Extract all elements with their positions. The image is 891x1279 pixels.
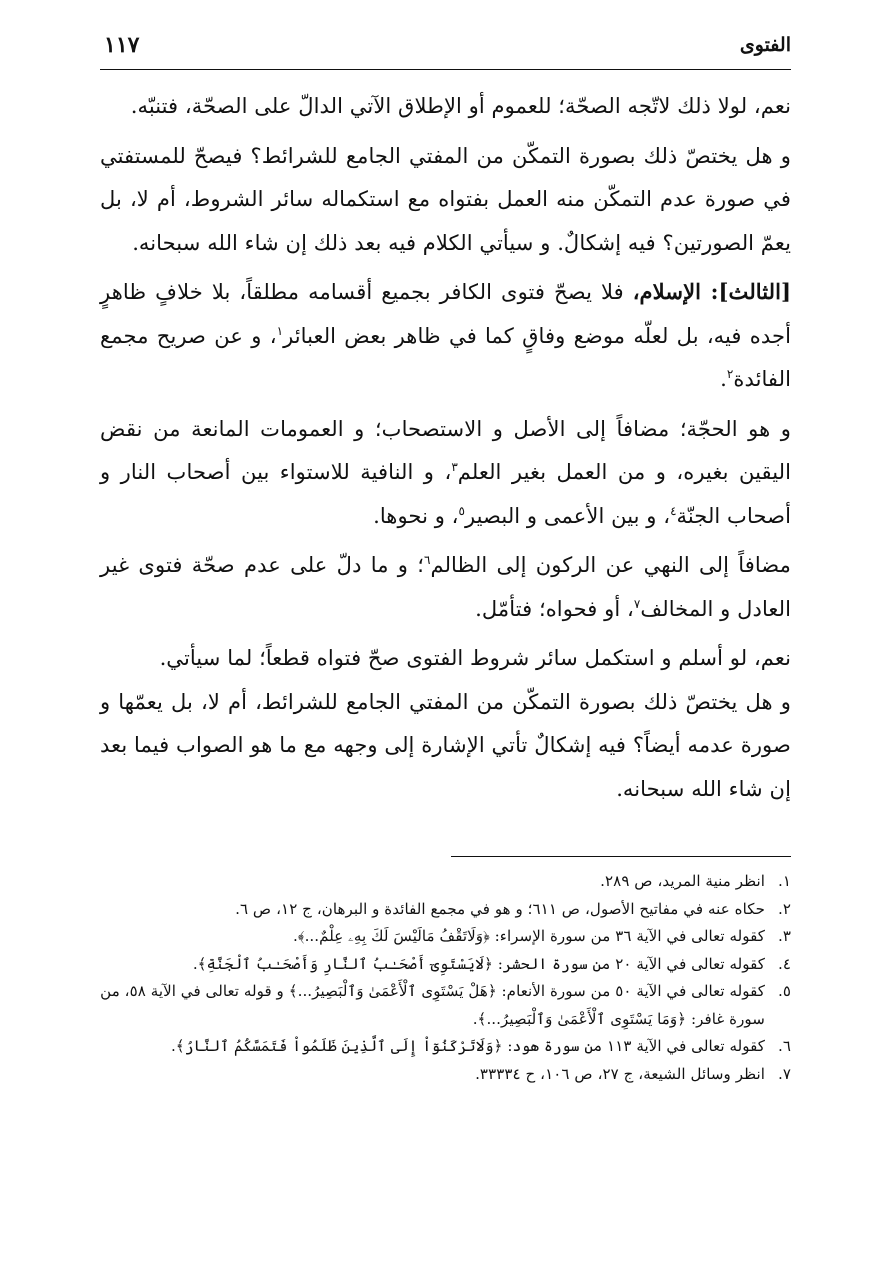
- footnote-number: ٤.: [778, 954, 791, 973]
- footnotes-list: [100, 868, 791, 1088]
- paragraph-3-text-c: .: [720, 366, 727, 391]
- footnote-ref-5: ٥: [458, 503, 465, 518]
- paragraph-6: نعم، لو أسلم و استكمل سائر شروط الفتوى صحّ فتواه قطعاً؛ لما سيأتي.: [159, 645, 791, 670]
- paragraph-4-text-c: ، و بين الأعمى و البصير: [464, 502, 671, 528]
- paragraph-4: [100, 407, 791, 538]
- footnote-number: ٧.: [778, 1064, 791, 1083]
- footnote-divider: [451, 856, 791, 857]
- paragraph-3: [100, 270, 791, 401]
- paragraph-5: [100, 543, 791, 630]
- header-divider: [100, 69, 791, 70]
- footnote-number: ١.: [778, 872, 791, 890]
- page-number: ١١٧: [104, 32, 140, 58]
- paragraph-5-text-a: مضافاً إلى النهي عن الركون إلى الظالم: [430, 552, 792, 577]
- footnote-ref-7: ٧: [633, 596, 641, 611]
- footnote-text: انظر وسائل الشيعة، ج ٢٧، ص ١٠٦، ح ٣٣٣٣٤.: [475, 1064, 765, 1083]
- paragraph-2: و هل يختصّ ذلك بصورة التمكّن من المفتي الجامع للشرائط؟ فيصحّ للمستفتي في صورة عدم التمكّن منه العمل بفتواه مع استكماله سائر الشروط، أم لا، بل يعمّ الصورتين؟ فيه إشكالٌ. و سيأتي الكلام فيه بعد ذلك إن شاء الله سبحانه.: [100, 142, 791, 255]
- footnote-text: كقوله تعالى في الآية ١١٣ من سورة هود: ﴿وَلَاتَرْكَنُوٓاْ إِلَى ٱلَّذِينَ ظَلَمُواْ فَتَمَسَّكُمُ ٱلنَّارُ﴾.: [170, 1037, 765, 1055]
- paragraph-4-text-d: ، و نحوها.: [373, 502, 459, 528]
- section-heading: [الثالث]: الإسلام،: [632, 279, 791, 304]
- footnote-text: كقوله تعالى في الآية ٥٠ من سورة الأنعام: ﴿هَلْ يَسْتَوِى ٱلْأَعْمَىٰ وَٱلْبَصِيرُ...﴾ و قوله تعالى في الآية ٥٨، من سورة غافر: ﴿وَمَا يَسْتَوِى ٱلْأَعْمَىٰ وَٱلْبَصِيرُ...﴾.: [100, 982, 765, 1028]
- paragraph-5-text-c: ، أو فحواه؛ فتأمّل.: [475, 595, 634, 621]
- footnote-ref-2: ٢: [726, 366, 734, 381]
- paragraph-3-text-b: ، و عن صريح مجمع الفائدة: [100, 322, 791, 391]
- footnote-item: [100, 1033, 791, 1061]
- footnote-item: [100, 868, 791, 896]
- main-text: [100, 84, 791, 810]
- footnote-item: [100, 896, 791, 924]
- paragraph-5-text-b: ؛ و ما دلّ على عدم صحّة فتوى غير العادل و المخالف: [100, 552, 791, 621]
- paragraph-3-text-a: فلا يصحّ فتوى الكافر بجميع أقسامه مطلقاً، بلا خلافٍ ظاهرٍ أجده فيه، بل لعلّه موضع وفاقٍ كما في ظاهر بعض العبائر: [100, 279, 792, 348]
- footnote-text: كقوله تعالى في الآية ٢٠ من سورة الحشر: ﴿لَايَسْتَوِىٓ أَصْحَـٰبُ ٱلنَّارِ وَأَصْحَـٰبُ ٱلْجَنَّةِ﴾.: [192, 954, 765, 973]
- footnote-ref-4: ٤: [670, 503, 677, 518]
- footnote-item: [100, 1061, 791, 1089]
- footnote-item: [100, 951, 791, 979]
- footnote-text: انظر منية المريد، ص ٢٨٩.: [600, 872, 765, 890]
- footnote-ref-1: ١: [276, 323, 284, 338]
- footnote-ref-6: ٦: [424, 552, 431, 567]
- footnote-text: حكاه عنه في مفاتيح الأصول، ص ٦١١؛ و هو في مجمع الفائدة و البرهان، ج ١٢، ص ٦.: [235, 899, 765, 918]
- footnote-number: ٦.: [778, 1037, 791, 1055]
- paragraph-7: و هل يختصّ ذلك بصورة التمكّن من المفتي الجامع للشرائط، أم لا، بل يعمّها و صورة عدمه أيضاً؟ فيه إشكالٌ تأتي الإشارة إلى وجهه مع ما هو الصواب فيما بعد إن شاء الله سبحانه.: [100, 688, 791, 801]
- footnote-item: [100, 923, 791, 951]
- paragraph-4-text-a: و هو الحجّة؛ مضافاً إلى الأصل و الاستصحاب؛ و العمومات المانعة من نقض اليقين بغيره، و من العمل بغير العلم: [100, 415, 791, 484]
- footnote-number: ٥.: [778, 982, 791, 1000]
- footnote-number: ٣.: [778, 927, 791, 945]
- footnote-ref-3: ٣: [451, 459, 458, 474]
- footnote-item: [100, 978, 791, 1033]
- page-header: [100, 30, 791, 64]
- footnote-number: ٢.: [778, 899, 791, 918]
- paragraph-1: نعم، لولا ذلك لاتّجه الصحّة؛ للعموم أو الإطلاق الآتي الدالّ على الصحّة، فتنبّه.: [130, 93, 791, 118]
- running-title: الفتوى: [739, 34, 791, 56]
- footnote-text: كقوله تعالى في الآية ٣٦ من سورة الإسراء: ﴿وَلَاتَقْفُ مَالَيْسَ لَكَ بِهِۦ عِلْمٌ...﴾.: [293, 927, 765, 945]
- paragraph-4-text-b: ، و النافية للاستواء بين أصحاب النار و أصحاب الجنّة: [100, 459, 791, 528]
